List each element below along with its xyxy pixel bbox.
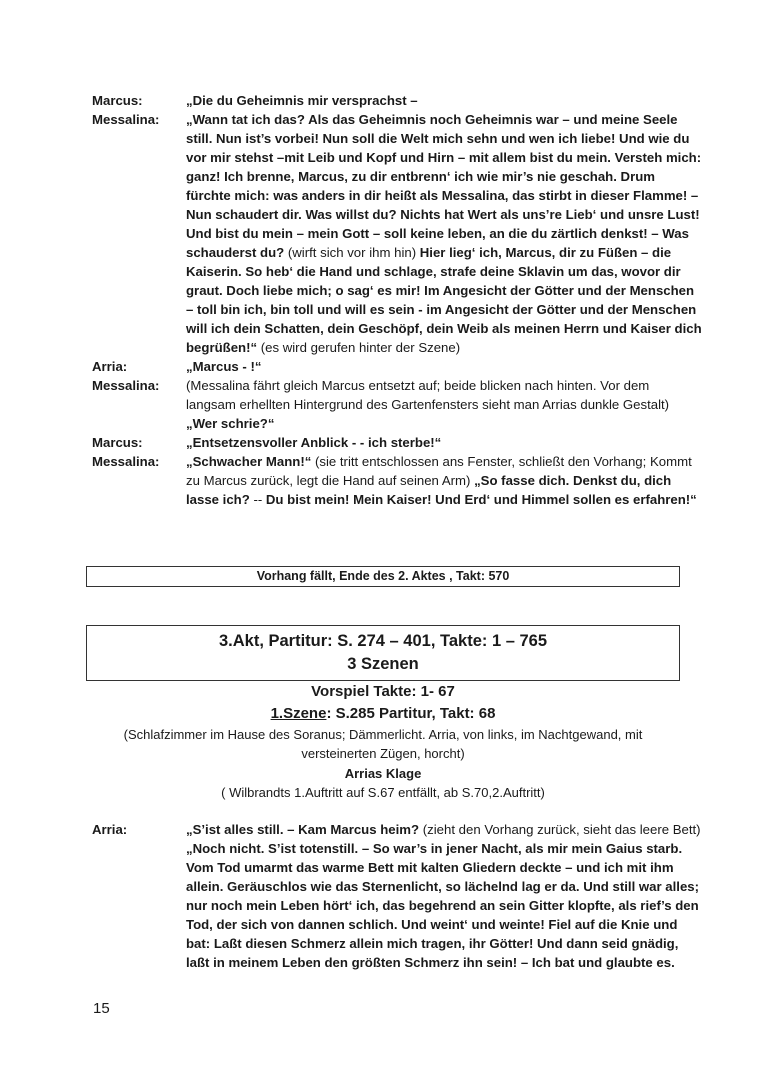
speech-text [186,452,702,509]
dialogue-block-act3 [92,820,702,972]
spoken-line: „Wann tat ich das? Als das Geheimnis noch Geheimnis war – und meine Seele still. Nun ist’s vorbei! Nun soll die Welt mich sehn und wen ich liebe! Und wie du vor mir stehst –mit Leib und Kopf und Hirn – mit allem bist du mein. Versteh mich: ganz! Ich brenne, Marcus, zu dir entbrenn‘ ich wie mir’s nie geschah. Drum fürchte mich: was anders in dir heißt als Messalina, das stirbt in dieser Flamme! – Nun schaudert dir. Was willst du? Nichts hat Wert als uns’re Lieb‘ und unsre Lust! Und bist du mein – mein Gott – soll keine leben, an die du zärtlich denkst! – Was schauderst du? [186,112,702,260]
stage-note: (zieht den Vorhang zurück, sieht das leere Bett) [419,822,701,837]
dialogue-row [92,376,702,433]
scene-details: : S.285 Partitur, Takt: 68 [326,705,496,722]
dialogue-row [92,110,702,357]
speaker-name: Arria: [92,822,128,837]
spoken-line: Du bist mein! Mein Kaiser! Und Erd‘ und Himmel sollen es erfahren!“ [265,492,697,507]
dialogue-row [92,820,702,972]
curtain-box [86,566,680,587]
act-title: 3.Akt, Partitur: S. 274 – 401, Takte: 1 – 765 [218,632,548,650]
spoken-line: „Wer schrie?“ [186,416,275,431]
stage-note: (wirft sich vor ihm hin) [284,245,420,260]
scene-heading [86,704,680,724]
spoken-line: „So fasse dich. Denkst du, dich lasse ich? [186,473,672,507]
spoken-line: Hier lieg‘ ich, Marcus, dir zu Füßen – die Kaiserin. So heb‘ die Hand und schlage, strafe deine Sklavin um das, wovor dir graut. Doch liebe mich; o sag‘ es mir! Im Angesicht der Götter und der Menschen – toll bin ich, bin toll und will es sein - im Angesicht der Götter und der Menschen will ich dein Schatten, dein Geschöpf, dein Weib als meinen Herrn und Kaiser dich begrüßen!“ [186,245,702,355]
speaker-name: Messalina: [92,378,160,393]
spoken-line: „Noch nicht. S’ist totenstill. – So war’s in jener Nacht, als mir mein Gaius starb. Vom Tod umarmt das warme Bett mit kalten Gliedern deckte – und ich mit ihm allein. Geräuschlos wie das Sternenlicht, so lächelnd lag er da. Und still war alles; nur noch mein Leben hört‘ ich, das begehrend an sein Gitter klopfte, als rief’s den Tod, der sich von dannen schlich. Und weint‘ und weinte! Fiel auf die Knie und bat: Laßt diesen Schmerz allein mich tragen, ihr Götter! Und dann seid gnädig, laßt in meinem Leben den größten Schmerz ihn sein! – Ich bat und glaubte es. [186,841,700,970]
curtain-text: Vorhang fällt, Ende des 2. Aktes , Takt: 570 [256,569,510,583]
spoken-line: „Entsetzensvoller Anblick - - ich sterbe!“ [186,435,442,450]
page-number: 15 [93,1000,110,1017]
stage-note: -- [249,492,266,507]
dialogue-row [92,433,702,452]
stage-direction: (Schlafzimmer im Hause des Soranus; Dämmerlicht. Arria, von links, im Nachtgewand, mit versteinerten Zügen, horcht) [123,727,643,761]
speaker-name: Messalina: [92,454,160,469]
speaker-name: Messalina: [92,112,160,127]
spoken-line: „Die du Geheimnis mir versprachst – [186,93,418,108]
dialogue-row [92,91,702,110]
wilbrandt-note: ( Wilbrandts 1.Auftritt auf S.67 entfällt, ab S.70,2.Auftritt) [221,785,545,800]
act-scene-count: 3 Szenen [347,655,419,673]
act-header-box [86,625,680,681]
speech-text [186,820,702,972]
spoken-line: „Schwacher Mann!“ [186,454,312,469]
dialogue-row [92,452,702,509]
stage-note: (Messalina fährt gleich Marcus entsetzt auf; beide blicken nach hinten. Vor dem langsam erhellten Hintergrund des Gartenfensters sieht man Arrias dunkle Gestalt) [186,378,670,412]
aria-title: Arrias Klage [344,766,422,781]
speaker-name: Marcus: [92,93,143,108]
speech-text [186,110,702,357]
speaker-name: Marcus: [92,435,143,450]
stage-note: (sie tritt entschlossen ans Fenster, schließt den Vorhang; Kommt zu Marcus zurück, legt die Hand auf seinen Arm) [186,454,692,488]
speaker-name: Arria: [92,359,128,374]
speech-text [186,357,702,376]
dialogue-row [92,357,702,376]
spoken-line: „Marcus - !“ [186,359,262,374]
dialogue-block-act2 [92,91,702,509]
stage-note: (es wird gerufen hinter der Szene) [257,340,461,355]
spoken-line: „S’ist alles still. – Kam Marcus heim? [186,822,420,837]
speech-text [186,433,702,452]
scene-label: 1.Szene [270,705,327,722]
speech-text [186,91,702,110]
vorspiel-heading: Vorspiel Takte: 1- 67 [311,683,455,700]
speech-text [186,376,702,433]
